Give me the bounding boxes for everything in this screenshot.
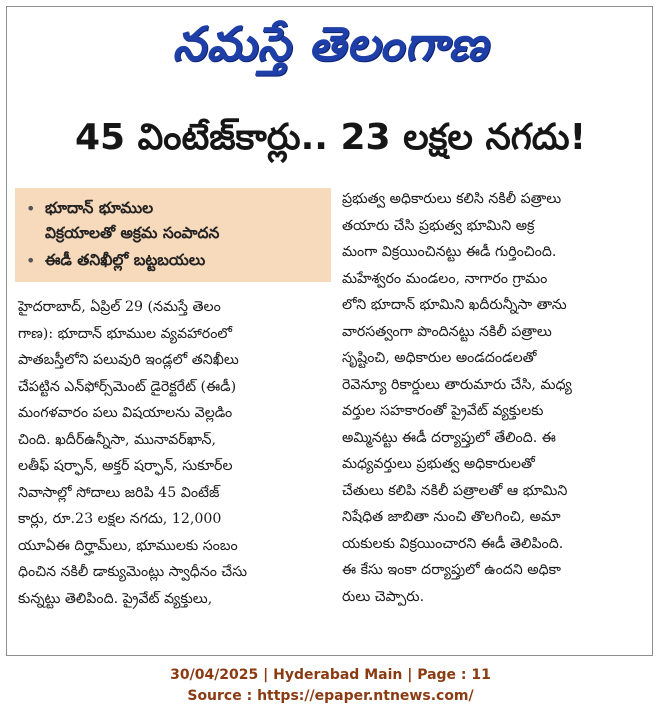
highlights-box — [15, 188, 331, 282]
body-line: కార్లు, రూ.23 లక్షల నగదు, 12,000 — [18, 511, 222, 527]
edition-info: 30/04/2025 | Hyderabad Main | Page : 11 — [170, 667, 491, 683]
body-line: రెవెన్యూ రికార్డులు తారుమారు చేసి, మధ్య — [342, 376, 572, 393]
body-line: వారసత్వంగా పొందినట్టు నకిలీ పత్రాలు — [342, 323, 552, 340]
highlight-1-line-1: భూదాన్ భూముల — [45, 199, 154, 217]
newspaper-masthead: నమస్తే తెలంగాణ — [172, 17, 489, 72]
article-headline: 45 వింటేజ్‌కార్లు.. 23 లక్షల నగదు! — [74, 117, 587, 158]
body-line: గాణ): భూదాన్ భూముల వ్యవహారంలో — [18, 325, 232, 342]
body-line: నిషేధిత జాబితా నుంచి తొలగించి, అమా — [342, 509, 561, 525]
bullet-icon: • — [26, 251, 36, 270]
article-body-left-column — [18, 294, 330, 612]
article-body-right-column — [342, 186, 646, 610]
body-line: వర్తుల సహకారంతో ప్రైవేట్ వ్యక్తులకు — [342, 403, 544, 419]
body-line: చింది. ఖదీర్‌ఉన్నీసా, మునావర్‌ఖాన్, — [18, 431, 216, 448]
body-line: మధ్యవర్తులు ప్రభుత్వ అధికారులతో — [342, 456, 535, 472]
body-line: లోని భూదాన్ భూమిని ఖదీరున్నీసా తాను — [342, 297, 567, 313]
body-line: పాతబస్తీలోని పలువురి ఇండ్లలో తనిఖీలు — [18, 352, 239, 368]
body-line: రులు చెప్పారు. — [342, 588, 425, 605]
body-line: ప్రభుత్వ అధికారులు కలిసి నకిలీ పత్రాలు — [342, 191, 562, 207]
body-line: నివాసాల్లో సోదాలు జరిపి 45 వింటేజ్ — [18, 484, 220, 501]
body-line: తయారు చేసి ప్రభుత్వ భూమిని అక్ర — [342, 217, 535, 234]
body-line: ఈ కేసు ఇంకా దర్యాప్తులో ఉందని అధికా — [342, 562, 561, 578]
body-line: ధించిన నకిలీ డాక్యుమెంట్లు స్వాధీనం చేసు — [18, 564, 248, 580]
body-line: సృష్టించి, అధికారుల అండదండలతో — [342, 350, 537, 366]
highlight-2-line-1: ఈడీ తనిఖీల్లో బట్టబయలు — [45, 251, 206, 269]
body-line: చేపట్టిన ఎన్‌ఫోర్స్‌మెంట్ డైరెక్టరేట్ (ఈడీ) — [18, 378, 237, 395]
body-line: మహేశ్వరం మండలం, నాగారం గ్రామం — [342, 270, 548, 287]
body-line: కున్నట్టు తెలిపింది. ప్రైవేట్ వ్యక్తులు, — [18, 590, 213, 607]
source-line: Source : https://epaper.ntnews.com/ — [187, 688, 474, 704]
body-line: మంగా విక్రయించినట్టు ఈడీ గుర్తించింది. — [342, 244, 557, 260]
body-line: అమ్మినట్టు ఈడీ దర్యాప్తులో తేలింది. ఈ — [342, 429, 556, 446]
bullet-icon: • — [26, 199, 36, 218]
body-line: యకులకు విక్రయించారని ఈడీ తెలిపింది. — [342, 535, 564, 552]
body-line: మంగళవారం పలు విషయాలను వెల్లడిం — [18, 405, 233, 421]
body-line: లతీఫ్ షర్ఫాన్, అక్తర్ షర్ఫాన్, సుకూర్‌ల — [18, 458, 233, 474]
body-line: హైదరాబాద్, ఏప్రిల్ 29 (నమస్తే తెలం — [18, 299, 221, 315]
body-line: చేతులు కలిపి నకిలీ పత్రాలతో ఆ భూమిని — [342, 482, 568, 499]
highlight-1-line-2: విక్రయాలతో అక్రమ సంపాదన — [45, 224, 220, 242]
body-line: యూఏఈ దిర్హామ్‌లు, భూములకు సంబం — [18, 537, 238, 554]
